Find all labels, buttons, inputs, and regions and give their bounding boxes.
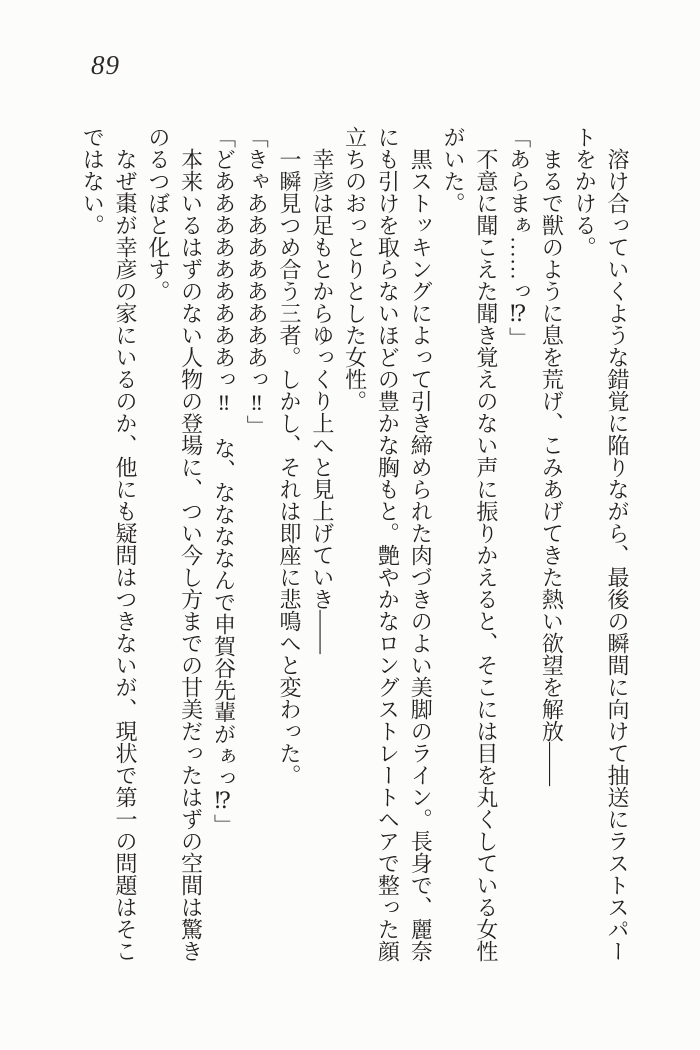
paragraph-line: 幸彦は足もとからゆっくり上へと見上げていき―― [309, 148, 335, 654]
paragraph-line: まるで獣のように息を荒げ、こみあげてきた熱い欲望を解放―― [539, 148, 565, 786]
paragraph-line: 「きゃああああああああっ‼」 [244, 126, 270, 437]
paragraph-line: 不意に聞こえた聞き覚えのない声に振りかえると、そこには目を丸くしている女性がいた。 [441, 126, 499, 962]
paragraph-line: 「どあああああああああっ‼ な、ななななんで申賀谷先輩がぁっ⁉」 [211, 126, 237, 836]
paragraph-line: 黒ストッキングによって引き締められた肉づきのよい美脚のライン。長身で、麗奈にも引けを取らないほどの豊かな胸もと。艶やかなロングストレートヘアで整った顔立ちのおっとりとした女性。 [342, 126, 434, 962]
text-body [75, 126, 633, 966]
page-number: 89 [91, 50, 120, 80]
paragraph-line: 溶け合っていくような錯覚に陥りながら、最後の瞬間に向けて抽送にラストスパートをかける。 [572, 126, 630, 962]
paragraph-line: 本来いるはずのない人物の登場に、つい今し方までの甘美だったはずの空間は驚きのるつぼと化す。 [145, 126, 204, 962]
paragraph-line: 一瞬見つめ合う三者。しかし、それは即座に悲鳴へと変わった。 [277, 148, 303, 786]
paragraph-line: 「あらまぁ……っ⁉」 [506, 126, 532, 349]
paragraph-line: なぜ棗が幸彦の家にいるのか、他にも疑問はつきないが、現状で第一の問題はそこではない。 [80, 126, 139, 962]
